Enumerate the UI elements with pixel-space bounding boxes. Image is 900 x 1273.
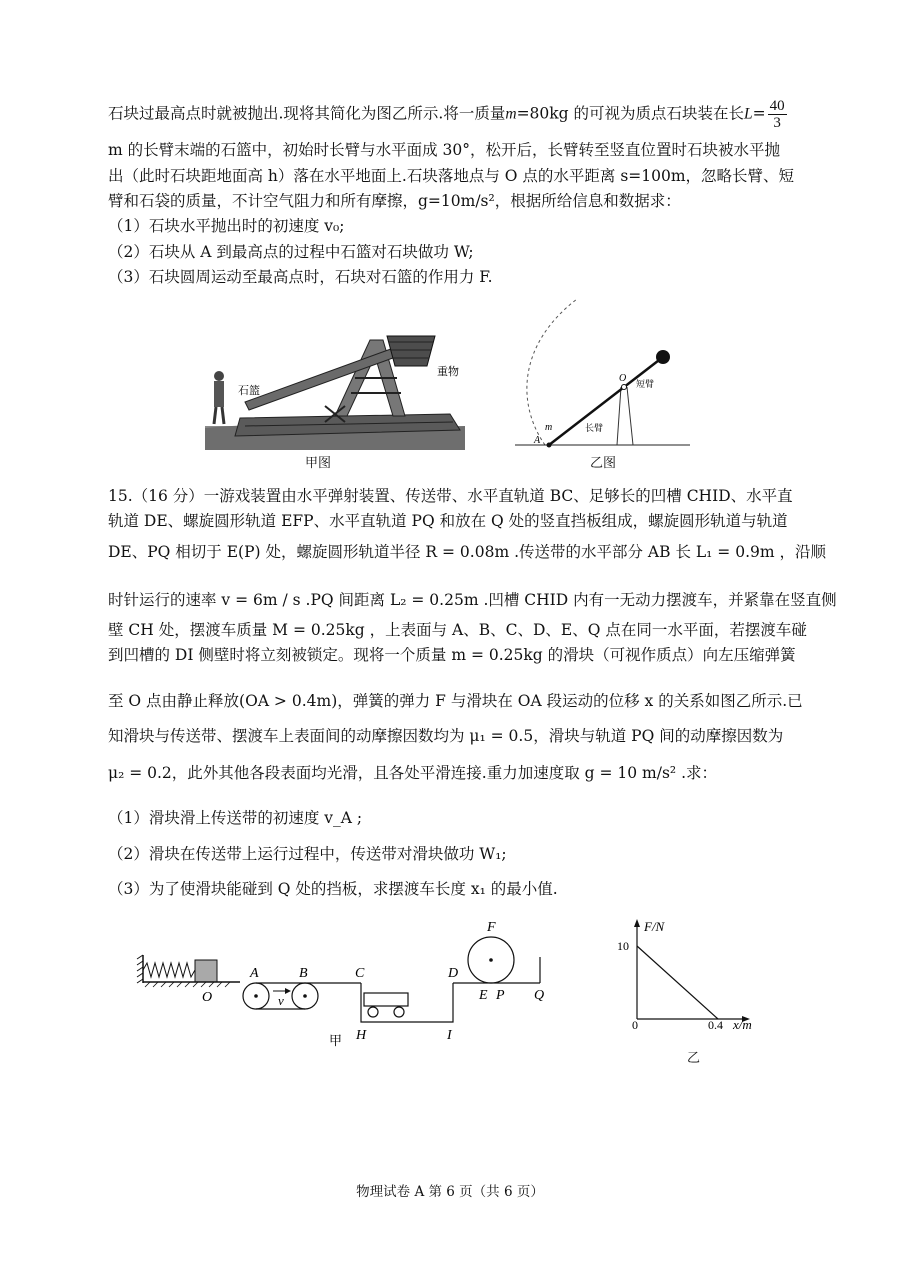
q14-line-3: 出（此时石块距地面高 h）落在水平地面上.石块落地点与 O 点的水平距离 s=100m，忽略长臂、短	[108, 167, 795, 185]
label-I: I	[447, 1028, 452, 1043]
counterweight	[387, 336, 435, 366]
label-P: P	[496, 988, 505, 1003]
y-tick-10: 10	[617, 939, 629, 953]
q15-sub-2: （2）滑块在传送带上运行过程中，传送带对滑块做功 W₁;	[108, 845, 507, 863]
label-m: m	[545, 422, 553, 433]
track-apparatus-diagram	[135, 915, 555, 1050]
caption-fig-jia-15: 甲	[329, 1033, 343, 1048]
slider-block	[195, 960, 217, 982]
support-post	[617, 387, 621, 445]
y-axis-label: F/N	[644, 919, 665, 934]
page-footer: 物理试卷 A 第 6 页（共 6 页）	[356, 1184, 544, 1200]
q14-sub-1: （1）石块水平抛出时的初速度 v₀;	[108, 217, 345, 235]
pivot-point	[622, 385, 627, 390]
q15-line-2: 轨道 DE、螺旋圆形轨道 EFP、水平直轨道 PQ 和放在 Q 处的竖直挡板组成，螺旋圆形轨道与轨道	[108, 512, 788, 530]
q15-line-3: DE、PQ 相切于 E(P) 处，螺旋圆形轨道半径 R = 0.08m .传送带的水平部分 AB 长 L₁ = 0.9m ，沿顺	[108, 543, 826, 561]
q15-line-6: 到凹槽的 DI 侧壁时将立刻被锁定。现将一个质量 m = 0.25kg 的滑块（可视作质点）向左压缩弹簧	[108, 646, 796, 664]
q15-line-7: 至 O 点由静止释放(OA > 0.4m)，弹簧的弹力 F 与滑块在 OA 段运动的位移 x 的关系如图乙所示.已	[108, 692, 803, 710]
label-D: D	[448, 966, 459, 981]
q15-line-5: 壁 CH 处，摆渡车质量 M = 0.25kg ，上表面与 A、B、C、D、E、Q 点在同一水平面，若摆渡车碰	[108, 621, 807, 639]
label-O: O	[619, 373, 627, 384]
label-short-arm: 短臂	[636, 379, 655, 389]
q14-line-1: 石块过最高点时就被抛出.现将其简化为图乙所示.将一质量m=80kg 的可视为质点石块装在长L= $\frac{40}{3}$	[108, 98, 785, 131]
caption-fig-yi: 乙图	[590, 456, 617, 471]
label-C: C	[355, 966, 365, 981]
q15-line-8: 知滑块与传送带、摆渡车上表面间的动摩擦因数均为 μ₁ = 0.5，滑块与轨道 PQ 间的动摩擦因数为	[108, 727, 784, 745]
origin-label: 0	[632, 1018, 638, 1032]
counterweight-ball	[656, 350, 670, 364]
stone-point	[547, 443, 552, 448]
q15-line-1: 15.（16 分）一游戏装置由水平弹射装置、传送带、水平直轨道 BC、足够长的凹槽 CHID、水平直	[108, 487, 793, 505]
q15-line-4: 时针运行的速率 v = 6m / s .PQ 间距离 L₂ = 0.25m .凹槽 CHID 内有一无动力摆渡车，并紧靠在竖直侧	[108, 591, 837, 609]
label-Q: Q	[534, 988, 545, 1003]
catapult-illustration	[205, 318, 465, 450]
x-tick-0.4: 0.4	[708, 1018, 723, 1032]
label-O: O	[202, 990, 213, 1005]
caption-fig-yi-15: 乙	[687, 1051, 701, 1066]
label-v: v	[278, 993, 284, 1008]
q14-sub-2: （2）石块从 A 到最高点的过程中石篮对石块做功 W;	[108, 243, 474, 261]
force-displacement-chart	[612, 915, 797, 1043]
x-axis-label: x/m	[733, 1017, 752, 1032]
q15-sub-1: （1）滑块滑上传送带的初速度 v_A ;	[108, 809, 363, 827]
trebuchet-diagram	[505, 295, 700, 453]
q14-line-2: m 的长臂末端的石篮中，初始时长臂与水平面成 30°，松开后，长臂转至竖直位置时石块被水平抛	[108, 141, 781, 159]
label-E: E	[479, 988, 488, 1003]
q15-sub-3: （3）为了使滑块能碰到 Q 处的挡板，求摆渡车长度 x₁ 的最小值.	[108, 880, 558, 898]
q14-line-4: 臂和石袋的质量，不计空气阻力和所有摩擦，g=10m/s²，根据所给信息和数据求：	[108, 192, 681, 210]
label-A: A	[534, 435, 541, 446]
arm-line	[549, 357, 663, 445]
force-line	[637, 946, 718, 1019]
label-F: F	[487, 920, 496, 935]
ferry-cart	[364, 993, 408, 1006]
q15-line-9: μ₂ = 0.2，此外其他各段表面均光滑，且各处平滑连接.重力加速度取 g = 10 m/s² .求：	[108, 764, 717, 782]
caption-fig-jia: 甲图	[305, 456, 332, 471]
q14-sub-3: （3）石块圆周运动至最高点时，石块对石篮的作用力 F.	[108, 268, 493, 286]
soldier-figure	[214, 371, 224, 381]
label-A: A	[250, 966, 259, 981]
spring	[143, 963, 195, 977]
label-H: H	[356, 1028, 367, 1043]
label-basket: 石篮	[238, 385, 260, 397]
label-weight: 重物	[437, 366, 459, 378]
label-long-arm: 长臂	[585, 423, 604, 433]
label-B: B	[299, 966, 308, 981]
fraction-40-3: $\frac{40}{3}$	[769, 98, 785, 131]
